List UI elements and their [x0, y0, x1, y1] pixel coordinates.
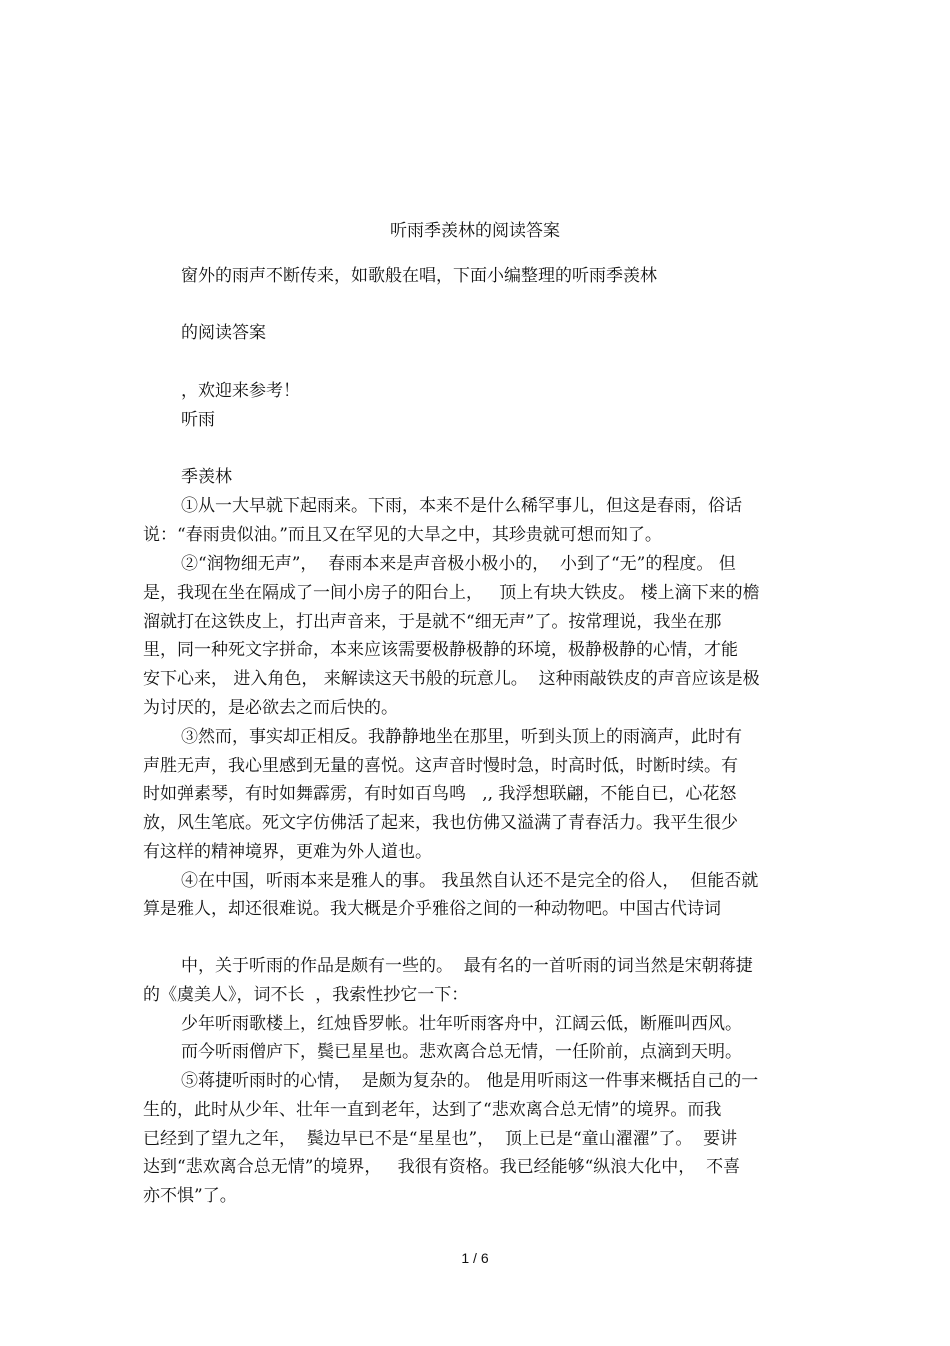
text-line: 有这样的精神境界，更难为外人道也。 — [143, 842, 432, 862]
text-line: ①从一大早就下起雨来。下雨，本来不是什么稀罕事儿，但这是春雨，俗话 — [181, 496, 742, 516]
text-line: 放，风生笔底。死文字仿佛活了起来，我也仿佛又溢满了青春活力。我平生很少 — [143, 813, 738, 833]
text-line: ，欢迎来参考！ — [181, 381, 300, 401]
text-line: ④在中国，听雨本来是雅人的事。 我虽然自认还不是完全的俗人， 但能否就 — [181, 871, 759, 891]
text-line: 已经到了望九之年， 鬓边早已不是“星星也”， 顶上已是“童山濯濯”了。 要讲 — [143, 1129, 738, 1149]
text-line: 而今听雨僧庐下，鬓已星星也。悲欢离合总无情，一任阶前，点滴到天明。 — [181, 1042, 742, 1062]
text-line: ②“润物细无声”， 春雨本来是声音极小极小的， 小到了“无”的程度。 但 — [181, 554, 736, 574]
text-line: 溜就打在这铁皮上，打出声音来，于是就不“细无声”了。按常理说，我坐在那 — [143, 612, 722, 632]
text-line: 是，我现在坐在隔成了一间小房子的阳台上， 顶上有块大铁皮。 楼上滴下来的檐 — [143, 583, 760, 603]
text-line: 生的，此时从少年、壮年一直到老年，达到了“悲欢离合总无情”的境界。而我 — [143, 1100, 722, 1120]
text-line: 时如弹素琴，有时如舞霹雳，有时如百鸟鸣 ,, 我浮想联翩，不能自已，心花怒 — [143, 784, 737, 804]
text-line: 少年听雨歌楼上，红烛昏罗帐。壮年听雨客舟中，江阔云低，断雁叫西风。 — [181, 1014, 742, 1034]
text-line: 为讨厌的，是必欲去之而后快的。 — [143, 698, 398, 718]
text-line: 里，同一种死文字拼命，本来应该需要极静极静的环境，极静极静的心情，才能 — [143, 640, 738, 660]
text-line: 算是雅人，却还很难说。我大概是介乎雅俗之间的一种动物吧。中国古代诗词 — [143, 899, 721, 919]
text-line: ③然而，事实却正相反。我静静地坐在那里，听到头顶上的雨滴声，此时有 — [181, 727, 742, 747]
text-line: 声胜无声，我心里感到无量的喜悦。这声音时慢时急，时高时低，时断时续。有 — [143, 756, 738, 776]
text-line: 窗外的雨声不断传来，如歌般在唱，下面小编整理的听雨季羡林 — [181, 266, 657, 286]
text-line: 达到“悲欢离合总无情”的境界， 我很有资格。我已经能够“纵浪大化中， 不喜 — [143, 1157, 741, 1177]
text-line: 的阅读答案 — [181, 323, 266, 343]
text-line: 的《虞美人》，词不长 ，我索性抄它一下： — [143, 985, 469, 1005]
text-line: 亦不惧”了。 — [143, 1186, 237, 1206]
text-line: 听雨 — [181, 410, 215, 430]
text-line: 季羡林 — [181, 467, 232, 487]
page-number: 1 / 6 — [461, 1250, 489, 1266]
text-line: 说：“春雨贵似油。”而且又在罕见的大旱之中，其珍贵就可想而知了。 — [143, 525, 662, 545]
document-title: 听雨季羡林的阅读答案 — [390, 221, 560, 241]
text-line: ⑤蒋捷听雨时的心情， 是颇为复杂的。 他是用听雨这一件事来概括自己的一 — [181, 1071, 759, 1091]
text-line: 中，关于听雨的作品是颇有一些的。 最有名的一首听雨的词当然是宋朝蒋捷 — [181, 956, 753, 976]
text-line: 安下心来， 进入角色， 来解读这天书般的玩意儿。 这种雨敲铁皮的声音应该是极 — [143, 669, 760, 689]
